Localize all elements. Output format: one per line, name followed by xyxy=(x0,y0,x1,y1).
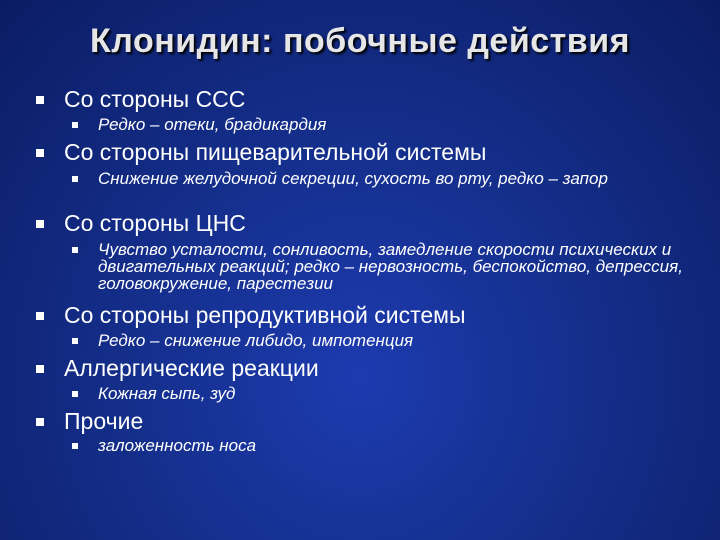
sub-bullet-text: Кожная сыпь, зуд xyxy=(98,384,236,403)
square-bullet-icon xyxy=(72,338,78,344)
bullet-text: Со стороны пищеварительной системы xyxy=(64,139,487,165)
bullet-text: Со стороны ССС xyxy=(64,86,246,112)
sub-bullet-text: Чувство усталости, сонливость, замедление скорости психических и двигательных реакций; редко – нервозность, беспокойство, депрессия, головокружение, парестезии xyxy=(98,240,683,293)
sub-bullet-text: Снижение желудочной секреции, сухость во рту, редко – запор xyxy=(98,169,608,188)
square-bullet-icon xyxy=(36,312,44,320)
square-bullet-icon xyxy=(72,122,78,128)
bullet-text: Аллергические реакции xyxy=(64,355,319,381)
bullet-text: Прочие xyxy=(64,408,144,434)
square-bullet-icon xyxy=(36,149,44,157)
square-bullet-icon xyxy=(72,247,78,253)
sub-bullet-text: Редко – снижение либидо, импотенция xyxy=(98,331,414,350)
bullet-text: Со стороны репродуктивной системы xyxy=(64,302,466,328)
square-bullet-icon xyxy=(36,365,44,373)
slide-title: Клонидин: побочные действия xyxy=(90,22,630,60)
square-bullet-icon xyxy=(72,391,78,397)
sub-bullet-text: заложенность носа xyxy=(98,436,257,455)
square-bullet-icon xyxy=(36,96,44,104)
square-bullet-icon xyxy=(72,176,78,182)
square-bullet-icon xyxy=(36,418,44,426)
square-bullet-icon xyxy=(36,220,44,228)
bullet-text: Со стороны ЦНС xyxy=(64,210,246,236)
sub-bullet-text: Редко – отеки, брадикардия xyxy=(98,115,327,134)
square-bullet-icon xyxy=(72,443,78,449)
